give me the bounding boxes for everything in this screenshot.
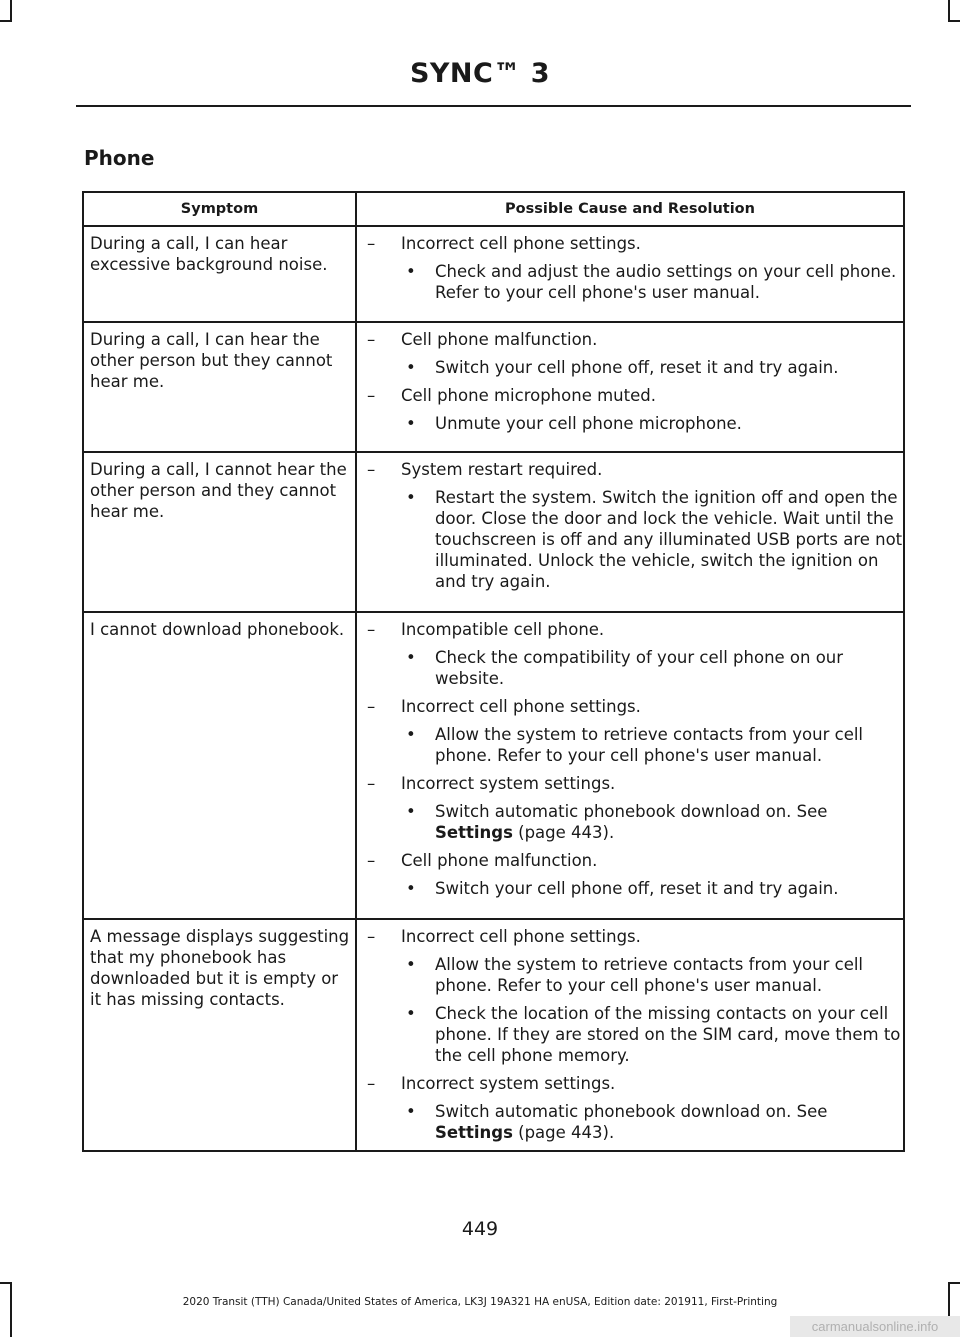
crop-mark-top-left (0, 20, 12, 22)
resolution-cell (356, 452, 904, 612)
header-divider (76, 105, 911, 107)
column-header-resolution: Possible Cause and Resolution (356, 192, 904, 226)
bullet-marker: • (406, 358, 416, 377)
step-text: Restart the system. Switch the ignition off and open the door. Close the door and lock the vehicle. Wait until the touchscreen is off and any illuminated USB ports are not illuminated. Unlock the vehicle, switch the ignition on and try again. (435, 488, 903, 591)
step-text (435, 801, 903, 843)
cause-text: Incorrect cell phone settings. (401, 697, 641, 716)
bullet-marker: • (406, 648, 416, 667)
cause-text: Incorrect system settings. (401, 774, 616, 793)
step-text: Allow the system to retrieve contacts from your cell phone. Refer to your cell phone's user manual. (435, 955, 864, 995)
step-text: Check and adjust the audio settings on your cell phone. Refer to your cell phone's user manual. (435, 262, 897, 302)
table-row (83, 612, 904, 919)
resolution-step (401, 357, 903, 378)
dash-marker: – (367, 386, 376, 405)
symptom-cell: A message displays suggesting that my phonebook has downloaded but it is empty or it has missing contacts. (83, 919, 356, 1151)
crop-mark-top-right (948, 0, 950, 22)
resolution-step (401, 413, 903, 434)
cause-text: Incorrect cell phone settings. (401, 927, 641, 946)
dash-marker: – (367, 234, 376, 253)
resolution-step (401, 487, 903, 592)
cause-item (367, 926, 903, 947)
dash-marker: – (367, 851, 376, 870)
resolution-step (401, 724, 903, 766)
cause-item (367, 385, 903, 406)
bullet-marker: • (406, 802, 416, 821)
step-text: Check the location of the missing contacts on your cell phone. If they are stored on the SIM card, move them to the cell phone memory. (435, 1004, 901, 1065)
symptom-cell: During a call, I can hear excessive background noise. (83, 226, 356, 322)
table-row (83, 919, 904, 1151)
resolution-step (401, 1101, 903, 1143)
resolution-step (401, 878, 903, 899)
resolution-step (401, 1003, 903, 1066)
cause-text: Cell phone malfunction. (401, 851, 598, 870)
troubleshooting-table (82, 191, 905, 1152)
cause-text: Cell phone malfunction. (401, 330, 598, 349)
resolution-step (401, 647, 903, 689)
column-header-symptom: Symptom (83, 192, 356, 226)
section-heading: Phone (84, 146, 155, 170)
dash-marker: – (367, 330, 376, 349)
crop-mark-top-right (948, 20, 960, 22)
cross-reference-link: Settings (435, 823, 513, 842)
cross-reference-link: Settings (435, 1123, 513, 1142)
table-row (83, 226, 904, 322)
cause-item (367, 233, 903, 254)
cause-text: Cell phone microphone muted. (401, 386, 656, 405)
step-text-part: Switch automatic phonebook download on. See (435, 1102, 828, 1121)
bullet-marker: • (406, 488, 416, 507)
dash-marker: – (367, 460, 376, 479)
resolution-cell (356, 322, 904, 452)
dash-marker: – (367, 620, 376, 639)
cause-item (367, 329, 903, 350)
cause-item (367, 619, 903, 640)
resolution-cell (356, 919, 904, 1151)
cause-item (367, 696, 903, 717)
step-text: Switch your cell phone off, reset it and try again. (435, 358, 839, 377)
bullet-marker: • (406, 879, 416, 898)
troubleshooting-table-wrapper (82, 191, 905, 1152)
bullet-marker: • (406, 1102, 416, 1121)
symptom-cell: During a call, I can hear the other person but they cannot hear me. (83, 322, 356, 452)
page-reference: (page 443). (518, 823, 615, 842)
bullet-marker: • (406, 414, 416, 433)
symptom-cell: I cannot download phonebook. (83, 612, 356, 919)
resolution-cell (356, 612, 904, 919)
resolution-step (401, 801, 903, 843)
bullet-marker: • (406, 955, 416, 974)
cause-text: System restart required. (401, 460, 603, 479)
cause-item (367, 850, 903, 871)
watermark: carmanualsonline.info (790, 1316, 960, 1337)
bullet-marker: • (406, 1004, 416, 1023)
step-text: Switch your cell phone off, reset it and try again. (435, 879, 839, 898)
dash-marker: – (367, 1074, 376, 1093)
cause-text: Incorrect cell phone settings. (401, 234, 641, 253)
cause-text: Incorrect system settings. (401, 1074, 616, 1093)
crop-mark-bottom-left (0, 1282, 12, 1284)
step-text: Unmute your cell phone microphone. (435, 414, 742, 433)
step-text: Check the compatibility of your cell phone on our website. (435, 648, 844, 688)
step-text: Allow the system to retrieve contacts from your cell phone. Refer to your cell phone's user manual. (435, 725, 864, 765)
cause-item (367, 459, 903, 480)
crop-mark-bottom-right (948, 1282, 960, 1284)
cause-item (367, 773, 903, 794)
table-row (83, 452, 904, 612)
step-text-part: Switch automatic phonebook download on. See (435, 802, 828, 821)
cause-item (367, 1073, 903, 1094)
table-row (83, 322, 904, 452)
crop-mark-top-left (10, 0, 12, 22)
resolution-cell (356, 226, 904, 322)
bullet-marker: • (406, 262, 416, 281)
bullet-marker: • (406, 725, 416, 744)
crop-mark-bottom-left (10, 1282, 12, 1337)
resolution-step (401, 954, 903, 996)
edition-footer: 2020 Transit (TTH) Canada/United States of America, LK3J 19A321 HA enUSA, Edition date: 201911, First-Printing (182, 1296, 778, 1308)
step-text (435, 1101, 903, 1143)
page-header-title: SYNC™ 3 (409, 58, 551, 89)
dash-marker: – (367, 927, 376, 946)
cause-text: Incompatible cell phone. (401, 620, 605, 639)
dash-marker: – (367, 774, 376, 793)
page-number: 449 (461, 1218, 499, 1240)
dash-marker: – (367, 697, 376, 716)
table-header-row (83, 192, 904, 226)
symptom-cell: During a call, I cannot hear the other person and they cannot hear me. (83, 452, 356, 612)
page-reference: (page 443). (518, 1123, 615, 1142)
resolution-step (401, 261, 903, 303)
table-body (83, 226, 904, 1151)
